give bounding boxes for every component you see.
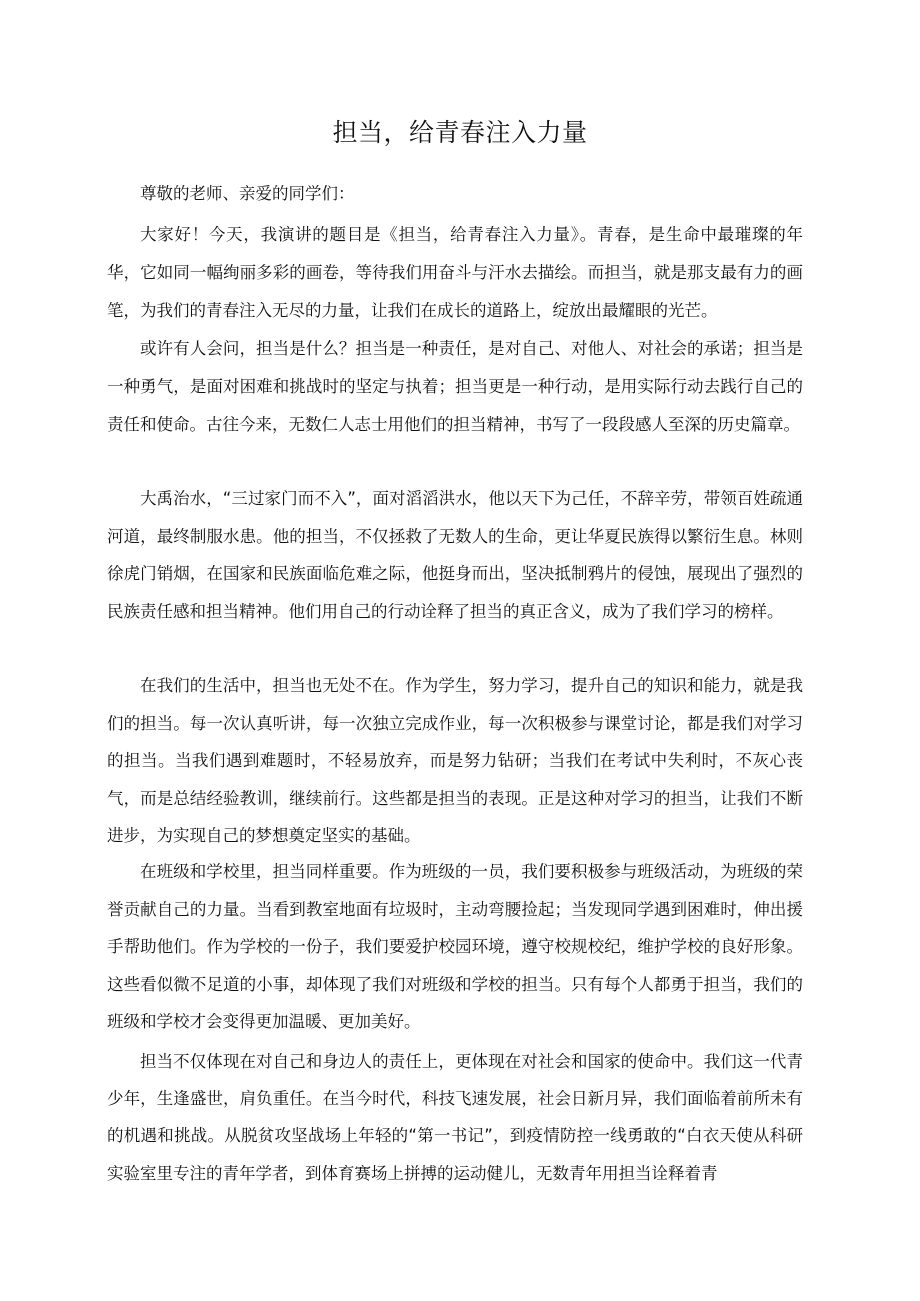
salutation: 尊敬的老师、亲爱的同学们： — [140, 184, 355, 203]
document-title: 担当，给青春注入力量 — [332, 118, 588, 147]
paragraph-class-and-school: 在班级和学校里，担当同样重要。作为班级的一员，我们要积极参与班级活动，为班级的荣誉贡献自己的力量。当看到教室地面有垃圾时，主动弯腰捡起；当发现同学遇到困难时，伸出援手帮助他们。作为学校的一份子，我们要爱护校园环境，遵守校规校纪，维护学校的良好形象。这些看似微不足道的小事，却体现了我们对班级和学校的担当。只有每个人都勇于担当，我们的班级和学校才会变得更加温暖、更加美好。 — [107, 862, 803, 1032]
paragraph-society-and-nation: 担当不仅体现在对自己和身边人的责任上，更体现在对社会和国家的使命中。我们这一代青少年，生逢盛世，肩负重任。在当今时代，科技飞速发展，社会日新月异，我们面临着前所未有的机遇和挑战。从脱贫攻坚战场上年轻的“第一书记”，到疫情防控一线勇敢的“白衣天使从科研实验室里专注的青年学者，到体育赛场上拼搏的运动健儿，无数青年用担当诠释着青 — [107, 1052, 803, 1183]
paragraph-intro: 大家好！今天，我演讲的题目是《担当，给青春注入力量》。青春，是生命中最璀璨的年华，它如同一幅绚丽多彩的画卷，等待我们用奋斗与汗水去描绘。而担当，就是那支最有力的画笔，为我们的青春注入无尽的力量，让我们在成长的道路上，绽放出最耀眼的光芒。 — [107, 225, 803, 320]
paragraph-definition: 或许有人会问，担当是什么？担当是一种责任，是对自己、对他人、对社会的承诺；担当是一种勇气，是面对困难和挑战时的坚定与执着；担当更是一种行动，是用实际行动去践行自己的责任和使命。古往今来，无数仁人志士用他们的担当精神，书写了一段段感人至深的历史篇章。 — [107, 339, 803, 434]
paragraph-historical-examples: 大禹治水，“三过家门而不入”，面对滔滔洪水，他以天下为己任，不辞辛劳，带领百姓疏通河道，最终制服水患。他的担当，不仅拯救了无数人的生命，更让华夏民族得以繁衍生息。林则徐虎门销烟，在国家和民族面临危难之际，他挺身而出，坚决抵制鸦片的侵蚀，展现出了强烈的民族责任感和担当精神。他们用自己的行动诠释了担当的真正含义，成为了我们学习的榜样。 — [107, 489, 803, 621]
paragraph-student-life: 在我们的生活中，担当也无处不在。作为学生，努力学习，提升自己的知识和能力，就是我们的担当。每一次认真听讲，每一次独立完成作业，每一次积极参与课堂讨论，都是我们对学习的担当。当我们遇到难题时，不轻易放弃，而是努力钻研；当我们在考试中失利时，不灰心丧气，而是总结经验教训，继续前行。这些都是担当的表现。正是这种对学习的担当，让我们不断进步，为实现自己的梦想奠定坚实的基础。 — [107, 676, 803, 846]
